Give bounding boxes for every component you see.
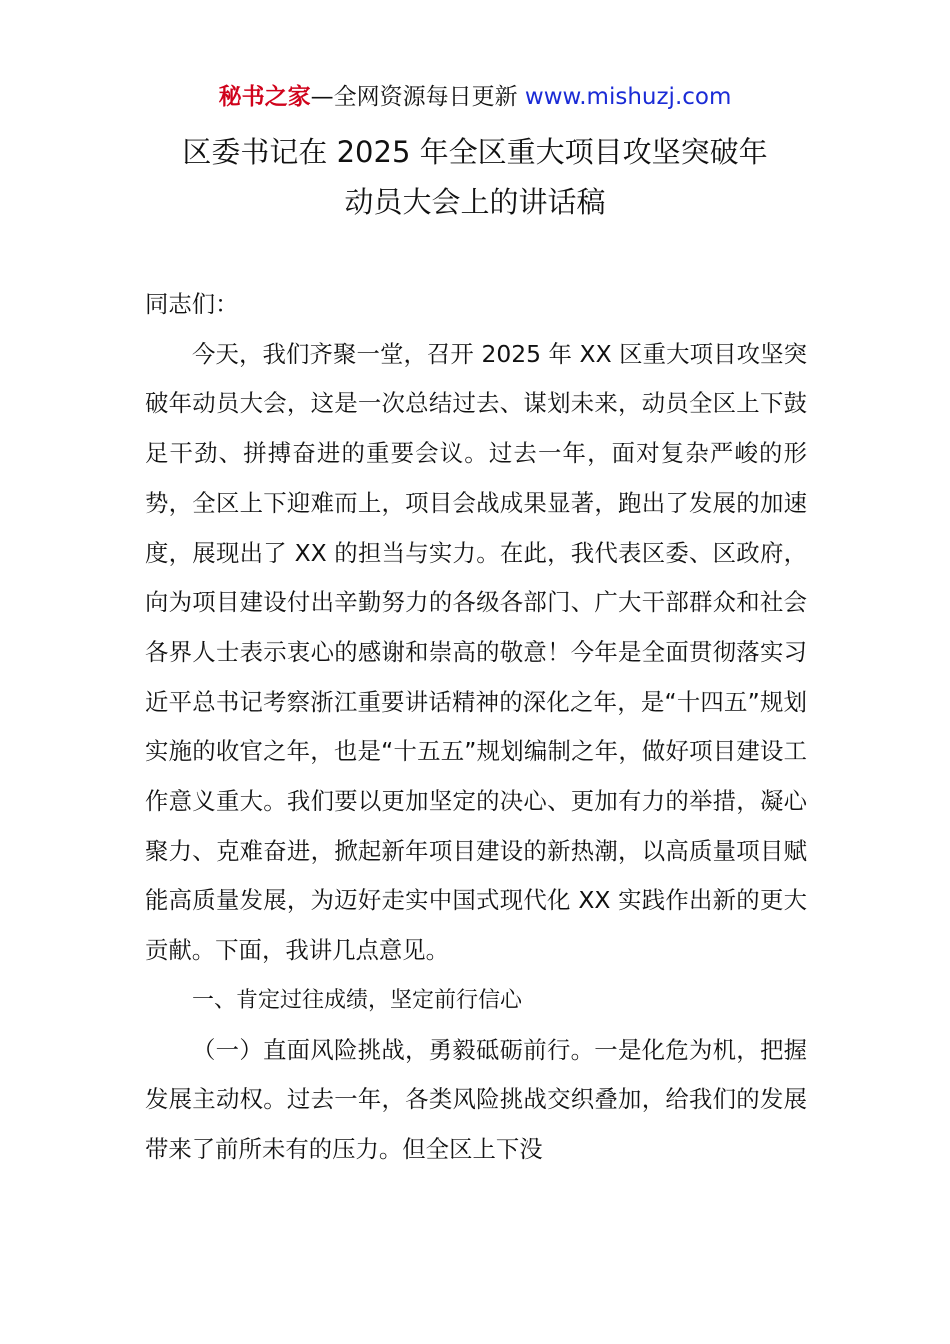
- site-banner: [0, 80, 950, 114]
- site-tagline: —全网资源每日更新: [310, 84, 525, 110]
- section-heading-1: 一、肯定过往成绩，坚定前行信心: [192, 987, 523, 1013]
- salutation: 同志们：: [145, 290, 239, 318]
- site-url-link[interactable]: www.mishuzj.com: [524, 84, 732, 110]
- document-body: [145, 280, 807, 1175]
- document-title-line-1: 区委书记在 2025 年全区重大项目攻坚突破年: [182, 135, 768, 169]
- site-brand: 秘书之家: [218, 84, 311, 110]
- document-title-line-2: 动员大会上的讲话稿: [344, 185, 606, 219]
- paragraph-section-1-1: （一）直面风险挑战，勇毅砥砺前行。一是化危为机，把握发展主动权。过去一年，各类风险挑战交织叠加，给我们的发展带来了前所未有的压力。但全区上下没: [145, 1035, 807, 1163]
- paragraph-opening: 今天，我们齐聚一堂，召开 2025 年 XX 区重大项目攻坚突破年动员大会，这是一次总结过去、谋划未来，动员全区上下鼓足干劲、拼搏奋进的重要会议。过去一年，面对复杂严峻的形势，全区上下迎难而上，项目会战成果显著，跑出了发展的加速度，展现出了 XX 的担当与实力。在此，我代表区委、区政府，向为项目建设付出辛勤努力的各级各部门、广大干部群众和社会各界人士表示衷心的感谢和崇高的敬意！今年是全面贯彻落实习近平总书记考察浙江重要讲话精神的深化之年，是“十四五”规划实施的收官之年，也是“十五五”规划编制之年，做好项目建设工作意义重大。我们要以更加坚定的决心、更加有力的举措，凝心聚力、克难奋进，掀起新年项目建设的新热潮，以高质量项目赋能高质量发展，为迈好走实中国式现代化 XX 实践作出新的更大贡献。下面，我讲几点意见。: [145, 339, 807, 965]
